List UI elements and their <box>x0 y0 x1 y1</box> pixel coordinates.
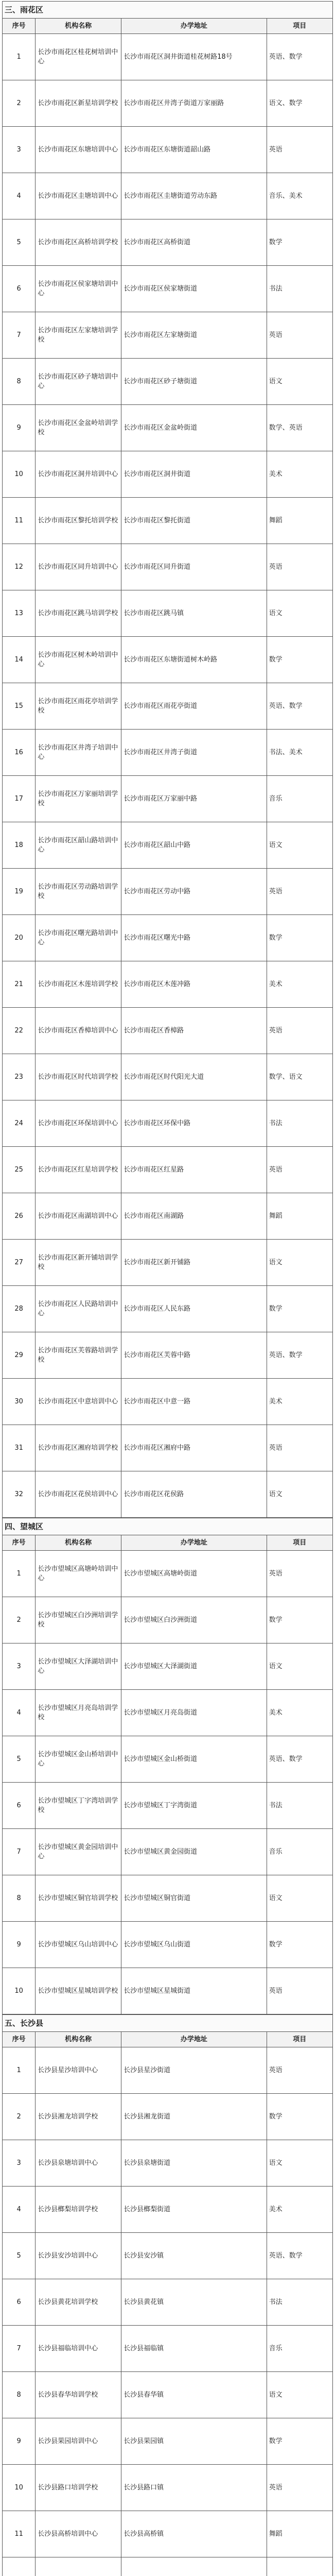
section-3 <box>2 2014 333 2576</box>
table-row <box>3 1875 333 1922</box>
row-address: 长沙市雨花区人民东路 <box>121 1286 267 1332</box>
table-row <box>3 683 333 730</box>
row-project: 语文 <box>267 1643 332 1690</box>
row-project: 书法、美术 <box>267 730 332 776</box>
row-name: 长沙市望城区黄金园培训中心 <box>36 1829 121 1875</box>
row-name: 长沙市雨花区韶山路培训中心 <box>36 822 121 869</box>
row-project: 英语 <box>267 1425 332 1471</box>
row-project: 美术 <box>267 1690 332 1736</box>
table-row <box>3 822 333 869</box>
row-project: 语文 <box>267 2372 332 2418</box>
row-address: 长沙市望城区白沙洲街道 <box>121 1597 267 1643</box>
row-name: 长沙市雨花区东塘培训中心 <box>36 127 121 173</box>
row-name: 长沙市雨花区香樟培训中心 <box>36 1008 121 1054</box>
row-address: 长沙市望城区丁字湾街道 <box>121 1783 267 1829</box>
row-address: 长沙市雨花区香樟路 <box>121 1008 267 1054</box>
table-row <box>3 1100 333 1147</box>
row-project: 英语、数学 <box>267 1332 332 1379</box>
table-row <box>3 1643 333 1690</box>
row-address: 长沙市雨花区雨花亭街道 <box>121 683 267 730</box>
row-project: 英语 <box>267 544 332 590</box>
row-seq: 17 <box>3 776 36 822</box>
row-seq: 6 <box>3 266 36 312</box>
row-address: 长沙市雨花区时代阳光大道 <box>121 1054 267 1100</box>
table-row <box>3 1240 333 1286</box>
row-address: 长沙市雨花区高桥街道 <box>121 219 267 266</box>
row-project: 语文 <box>267 1471 332 1518</box>
row-name: 长沙县春华培训学校 <box>36 2372 121 2418</box>
row-name: 长沙市雨花区人民路培训中心 <box>36 1286 121 1332</box>
table-row <box>3 1736 333 1783</box>
row-address: 长沙市雨花区花侯路 <box>121 1471 267 1518</box>
row-name: 长沙县泉塘培训中心 <box>36 2140 121 2187</box>
row-seq: 2 <box>3 2094 36 2140</box>
row-seq: 4 <box>3 173 36 219</box>
table-row <box>3 127 333 173</box>
table-row <box>3 359 333 405</box>
row-project: 音乐 <box>267 776 332 822</box>
header-seq: 序号 <box>3 2032 36 2047</box>
row-name: 长沙市雨花区侯家塘培训中心 <box>36 266 121 312</box>
row-name: 长沙市望城区大泽湖培训中心 <box>36 1643 121 1690</box>
table-row <box>3 544 333 590</box>
row-name: 长沙市雨花区万家丽培训学校 <box>36 776 121 822</box>
row-address: 长沙市雨花区井湾子街道万家丽路 <box>121 80 267 127</box>
row-name: 长沙市望城区乌山培训中心 <box>36 1922 121 1968</box>
row-name <box>36 2557 121 2576</box>
row-seq: 8 <box>3 2372 36 2418</box>
row-address: 长沙县泉塘街道 <box>121 2140 267 2187</box>
table-row <box>3 2279 333 2326</box>
table-row <box>3 1471 333 1518</box>
row-project: 英语 <box>267 1147 332 1193</box>
row-address: 长沙市雨花区韶山中路 <box>121 822 267 869</box>
row-name: 长沙县湘龙培训学校 <box>36 2094 121 2140</box>
row-name: 长沙市望城区星城培训学校 <box>36 1968 121 2014</box>
row-name: 长沙市雨花区中意培训中心 <box>36 1379 121 1425</box>
row-project: 音乐 <box>267 1829 332 1875</box>
row-seq: 24 <box>3 1100 36 1147</box>
row-seq: 28 <box>3 1286 36 1332</box>
row-seq <box>3 2557 36 2576</box>
row-name: 长沙市望城区月亮岛培训学校 <box>36 1690 121 1736</box>
row-seq: 30 <box>3 1379 36 1425</box>
sections-container <box>2 1 333 2576</box>
table-row <box>3 776 333 822</box>
table-row <box>3 961 333 1008</box>
header-project: 项目 <box>267 19 332 34</box>
row-name: 长沙县榔梨培训学校 <box>36 2187 121 2233</box>
row-name: 长沙市望城区金山桥培训中心 <box>36 1736 121 1783</box>
row-address: 长沙县福临镇 <box>121 2326 267 2372</box>
row-name: 长沙县路口培训学校 <box>36 2465 121 2511</box>
header-address: 办学地址 <box>121 2032 267 2047</box>
institution-table <box>2 2031 333 2576</box>
table-row <box>3 266 333 312</box>
row-address: 长沙市雨花区侯家塘街道 <box>121 266 267 312</box>
row-address <box>121 2557 267 2576</box>
row-name: 长沙市雨花区高桥培训学校 <box>36 219 121 266</box>
row-project: 美术 <box>267 1379 332 1425</box>
row-address: 长沙市望城区星城街道 <box>121 1968 267 2014</box>
row-seq: 2 <box>3 80 36 127</box>
row-address: 长沙县黄花镇 <box>121 2279 267 2326</box>
row-address: 长沙市雨花区金盆岭街道 <box>121 405 267 451</box>
table-header-row <box>3 19 333 34</box>
row-seq: 1 <box>3 1551 36 1597</box>
row-project: 美术 <box>267 451 332 498</box>
table-row <box>3 1286 333 1332</box>
table-row <box>3 1332 333 1379</box>
header-name: 机构名称 <box>36 1535 121 1551</box>
row-project: 舞蹈 <box>267 498 332 544</box>
row-address: 长沙市雨花区洞井街道桂花树路18号 <box>121 34 267 80</box>
header-seq: 序号 <box>3 1535 36 1551</box>
row-project <box>267 2557 332 2576</box>
row-address: 长沙市雨花区万家丽中路 <box>121 776 267 822</box>
row-project: 书法 <box>267 1100 332 1147</box>
header-project: 项目 <box>267 1535 332 1551</box>
row-name: 长沙市雨花区湘府培训学校 <box>36 1425 121 1471</box>
row-address: 长沙县路口镇 <box>121 2465 267 2511</box>
row-name: 长沙市雨花区桂花树培训中心 <box>36 34 121 80</box>
table-row <box>3 2557 333 2576</box>
row-seq: 1 <box>3 34 36 80</box>
header-address: 办学地址 <box>121 19 267 34</box>
row-name: 长沙市雨花区跳马培训学校 <box>36 590 121 637</box>
row-address: 长沙市雨花区同升街道 <box>121 544 267 590</box>
table-row <box>3 219 333 266</box>
row-seq: 29 <box>3 1332 36 1379</box>
row-address: 长沙县湘龙街道 <box>121 2094 267 2140</box>
row-seq: 2 <box>3 1597 36 1643</box>
row-name: 长沙市雨花区芙蓉路培训学校 <box>36 1332 121 1379</box>
table-row <box>3 730 333 776</box>
row-project: 数学 <box>267 2094 332 2140</box>
row-address: 长沙市望城区乌山街道 <box>121 1922 267 1968</box>
row-seq: 15 <box>3 683 36 730</box>
row-project: 数学 <box>267 219 332 266</box>
row-seq: 25 <box>3 1147 36 1193</box>
row-project: 舞蹈 <box>267 1193 332 1240</box>
header-project: 项目 <box>267 2032 332 2047</box>
row-seq: 3 <box>3 1643 36 1690</box>
row-seq: 18 <box>3 822 36 869</box>
row-name: 长沙市雨花区砂子塘培训中心 <box>36 359 121 405</box>
row-project: 英语 <box>267 2465 332 2511</box>
row-seq: 10 <box>3 1968 36 2014</box>
row-address: 长沙市雨花区左家塘街道 <box>121 312 267 359</box>
row-address: 长沙市雨花区红星路 <box>121 1147 267 1193</box>
row-seq: 16 <box>3 730 36 776</box>
row-address: 长沙市雨花区圭塘街道劳动东路 <box>121 173 267 219</box>
row-address: 长沙市雨花区中意一路 <box>121 1379 267 1425</box>
row-project: 语文 <box>267 1875 332 1922</box>
row-address: 长沙县果园镇 <box>121 2418 267 2465</box>
row-seq: 6 <box>3 1783 36 1829</box>
row-project: 音乐 <box>267 2326 332 2372</box>
table-header-row <box>3 1535 333 1551</box>
row-seq: 5 <box>3 219 36 266</box>
row-project: 数学 <box>267 637 332 683</box>
table-row <box>3 1783 333 1829</box>
table-row <box>3 1922 333 1968</box>
row-address: 长沙市望城区黄金园街道 <box>121 1829 267 1875</box>
row-seq: 21 <box>3 961 36 1008</box>
row-name: 长沙市雨花区曙光路培训中心 <box>36 915 121 961</box>
row-seq: 11 <box>3 2511 36 2557</box>
row-name: 长沙市雨花区左家塘培训学校 <box>36 312 121 359</box>
row-project: 语文 <box>267 1240 332 1286</box>
row-address: 长沙市雨花区洞井街道 <box>121 451 267 498</box>
row-address: 长沙市雨花区井湾子街道 <box>121 730 267 776</box>
row-project: 语文、数学 <box>267 80 332 127</box>
row-address: 长沙市雨花区环保中路 <box>121 1100 267 1147</box>
table-row <box>3 80 333 127</box>
row-project: 英语 <box>267 1008 332 1054</box>
row-name: 长沙市雨花区金盆岭培训学校 <box>36 405 121 451</box>
row-address: 长沙市望城区金山桥街道 <box>121 1736 267 1783</box>
row-seq: 14 <box>3 637 36 683</box>
row-name: 长沙市雨花区同升培训中心 <box>36 544 121 590</box>
row-project: 数学、英语 <box>267 405 332 451</box>
section-title: 四、望城区 <box>2 1518 333 1535</box>
row-project: 英语 <box>267 869 332 915</box>
row-address: 长沙市雨花区芙蓉中路 <box>121 1332 267 1379</box>
table-row <box>3 1425 333 1471</box>
row-name: 长沙市雨花区黎托培训学校 <box>36 498 121 544</box>
row-address: 长沙县星沙街道 <box>121 2047 267 2094</box>
row-seq: 7 <box>3 312 36 359</box>
row-project: 舞蹈 <box>267 2511 332 2557</box>
row-address: 长沙县高桥镇 <box>121 2511 267 2557</box>
row-address: 长沙市雨花区曙光中路 <box>121 915 267 961</box>
section-title: 三、雨花区 <box>2 1 333 18</box>
row-seq: 23 <box>3 1054 36 1100</box>
row-seq: 1 <box>3 2047 36 2094</box>
row-name: 长沙市望城区丁字湾培训学校 <box>36 1783 121 1829</box>
row-project: 英语 <box>267 1551 332 1597</box>
row-name: 长沙县福临培训中心 <box>36 2326 121 2372</box>
table-row <box>3 1597 333 1643</box>
row-project: 语文 <box>267 822 332 869</box>
row-seq: 4 <box>3 2187 36 2233</box>
row-seq: 22 <box>3 1008 36 1054</box>
table-row <box>3 1829 333 1875</box>
row-name: 长沙县星沙培训中心 <box>36 2047 121 2094</box>
institution-table <box>2 18 333 1518</box>
row-seq: 7 <box>3 2326 36 2372</box>
row-address: 长沙市望城区大泽湖街道 <box>121 1643 267 1690</box>
row-name: 长沙县果园培训中心 <box>36 2418 121 2465</box>
table-row <box>3 451 333 498</box>
section-2 <box>2 1518 333 2014</box>
row-name: 长沙县安沙培训中心 <box>36 2233 121 2279</box>
row-address: 长沙县安沙镇 <box>121 2233 267 2279</box>
row-address: 长沙市雨花区跳马镇 <box>121 590 267 637</box>
row-address: 长沙市雨花区新开铺路 <box>121 1240 267 1286</box>
row-project: 英语 <box>267 1968 332 2014</box>
row-name: 长沙县高桥培训中心 <box>36 2511 121 2557</box>
row-name: 长沙市雨花区环保培训中心 <box>36 1100 121 1147</box>
table-row <box>3 1054 333 1100</box>
table-row <box>3 2140 333 2187</box>
table-row <box>3 2465 333 2511</box>
row-project: 英语、数学 <box>267 34 332 80</box>
table-row <box>3 2187 333 2233</box>
table-header-row <box>3 2032 333 2047</box>
row-project: 语文 <box>267 359 332 405</box>
row-address: 长沙县春华镇 <box>121 2372 267 2418</box>
row-name: 长沙市望城区白沙洲培训学校 <box>36 1597 121 1643</box>
row-name: 长沙市雨花区新星培训学校 <box>36 80 121 127</box>
row-project: 书法 <box>267 2279 332 2326</box>
table-row <box>3 2094 333 2140</box>
table-row <box>3 2047 333 2094</box>
row-seq: 27 <box>3 1240 36 1286</box>
table-row <box>3 1008 333 1054</box>
row-name: 长沙市雨花区雨花亭培训学校 <box>36 683 121 730</box>
row-name: 长沙县黄花培训学校 <box>36 2279 121 2326</box>
row-seq: 5 <box>3 1736 36 1783</box>
row-address: 长沙市雨花区东塘街道韶山路 <box>121 127 267 173</box>
row-seq: 31 <box>3 1425 36 1471</box>
table-row <box>3 1690 333 1736</box>
row-name: 长沙市雨花区红星培训学校 <box>36 1147 121 1193</box>
row-project: 语文 <box>267 2140 332 2187</box>
row-seq: 4 <box>3 1690 36 1736</box>
table-row <box>3 1147 333 1193</box>
table-row <box>3 2511 333 2557</box>
row-name: 长沙市雨花区花侯培训中心 <box>36 1471 121 1518</box>
row-project: 英语 <box>267 2047 332 2094</box>
row-seq: 3 <box>3 127 36 173</box>
row-address: 长沙市雨花区劳动中路 <box>121 869 267 915</box>
row-project: 数学 <box>267 915 332 961</box>
row-name: 长沙市雨花区新开铺培训学校 <box>36 1240 121 1286</box>
table-row <box>3 34 333 80</box>
row-project: 数学 <box>267 1286 332 1332</box>
row-project: 美术 <box>267 2187 332 2233</box>
table-row <box>3 2326 333 2372</box>
table-row <box>3 590 333 637</box>
row-name: 长沙市雨花区井湾子培训中心 <box>36 730 121 776</box>
row-seq: 12 <box>3 544 36 590</box>
row-project: 英语 <box>267 312 332 359</box>
row-address: 长沙市雨花区木莲冲路 <box>121 961 267 1008</box>
table-row <box>3 173 333 219</box>
table-row <box>3 1379 333 1425</box>
row-name: 长沙市望城区高塘岭培训中心 <box>36 1551 121 1597</box>
row-address: 长沙市望城区高塘岭街道 <box>121 1551 267 1597</box>
row-seq: 19 <box>3 869 36 915</box>
row-project: 书法 <box>267 266 332 312</box>
row-project: 美术 <box>267 961 332 1008</box>
row-address: 长沙市雨花区南湖路 <box>121 1193 267 1240</box>
table-row <box>3 869 333 915</box>
row-seq: 8 <box>3 359 36 405</box>
section-1 <box>2 1 333 1518</box>
table-row <box>3 915 333 961</box>
row-seq: 13 <box>3 590 36 637</box>
row-seq: 7 <box>3 1829 36 1875</box>
row-name: 长沙市雨花区南湖培训中心 <box>36 1193 121 1240</box>
row-project: 英语、数学 <box>267 2233 332 2279</box>
table-row <box>3 2233 333 2279</box>
header-name: 机构名称 <box>36 19 121 34</box>
institution-table <box>2 1535 333 2014</box>
header-name: 机构名称 <box>36 2032 121 2047</box>
header-address: 办学地址 <box>121 1535 267 1551</box>
row-seq: 10 <box>3 451 36 498</box>
row-project: 音乐、美术 <box>267 173 332 219</box>
row-project: 英语、数学 <box>267 683 332 730</box>
row-name: 长沙市雨花区圭塘培训中心 <box>36 173 121 219</box>
row-seq: 9 <box>3 1922 36 1968</box>
table-row <box>3 1193 333 1240</box>
row-seq: 5 <box>3 2233 36 2279</box>
row-seq: 20 <box>3 915 36 961</box>
row-project: 数学 <box>267 1922 332 1968</box>
row-seq: 9 <box>3 2418 36 2465</box>
row-seq: 9 <box>3 405 36 451</box>
table-row <box>3 2418 333 2465</box>
row-seq: 8 <box>3 1875 36 1922</box>
row-address: 长沙市雨花区东塘街道树木岭路 <box>121 637 267 683</box>
table-row <box>3 2372 333 2418</box>
row-seq: 3 <box>3 2140 36 2187</box>
row-name: 长沙市雨花区木莲培训学校 <box>36 961 121 1008</box>
table-row <box>3 1551 333 1597</box>
section-title: 五、长沙县 <box>2 2014 333 2031</box>
row-project: 数学 <box>267 1597 332 1643</box>
row-seq: 32 <box>3 1471 36 1518</box>
table-row <box>3 405 333 451</box>
row-name: 长沙市望城区铜官培训学校 <box>36 1875 121 1922</box>
row-name: 长沙市雨花区劳动路培训学校 <box>36 869 121 915</box>
row-seq: 10 <box>3 2465 36 2511</box>
table-row <box>3 498 333 544</box>
row-seq: 6 <box>3 2279 36 2326</box>
row-address: 长沙市望城区铜官街道 <box>121 1875 267 1922</box>
row-project: 英语、数学 <box>267 1736 332 1783</box>
row-project: 书法 <box>267 1783 332 1829</box>
row-project: 语文 <box>267 590 332 637</box>
row-address: 长沙市望城区月亮岛街道 <box>121 1690 267 1736</box>
row-name: 长沙市雨花区时代培训学校 <box>36 1054 121 1100</box>
row-address: 长沙市雨花区湘府中路 <box>121 1425 267 1471</box>
row-seq: 11 <box>3 498 36 544</box>
table-row <box>3 637 333 683</box>
row-project: 数学、语文 <box>267 1054 332 1100</box>
row-name: 长沙市雨花区树木岭培训中心 <box>36 637 121 683</box>
row-name: 长沙市雨花区洞井培训中心 <box>36 451 121 498</box>
header-seq: 序号 <box>3 19 36 34</box>
table-row <box>3 1968 333 2014</box>
row-address: 长沙市雨花区砂子塘街道 <box>121 359 267 405</box>
row-address: 长沙县榔梨街道 <box>121 2187 267 2233</box>
table-row <box>3 312 333 359</box>
row-project: 英语 <box>267 127 332 173</box>
row-address: 长沙市雨花区黎托街道 <box>121 498 267 544</box>
row-project: 数学 <box>267 2418 332 2465</box>
row-seq: 26 <box>3 1193 36 1240</box>
